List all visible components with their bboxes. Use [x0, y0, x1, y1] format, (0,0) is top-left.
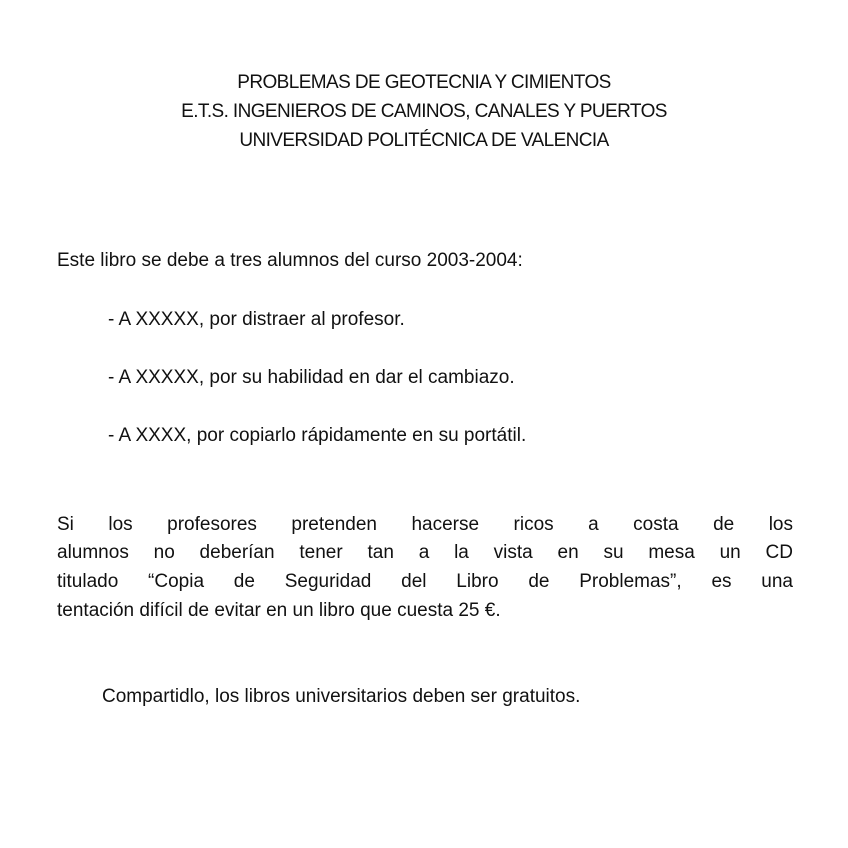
paragraph-line: titulado “Copia de Seguridad del Libro de Problemas”, es una — [57, 571, 793, 592]
header-university: UNIVERSIDAD POLITÉCNICA DE VALENCIA — [239, 130, 609, 151]
closing-statement: Compartidlo, los libros universitarios deben ser gratuitos. — [102, 686, 581, 707]
paragraph-line: tentación difícil de evitar en un libro que cuesta 25 €. — [57, 600, 501, 621]
dedication-item: - A XXXX, por copiarlo rápidamente en su portátil. — [108, 425, 527, 446]
paragraph-line: Si los profesores pretenden hacerse ricos a costa de los — [57, 514, 793, 535]
dedication-item: - A XXXXX, por distraer al profesor. — [108, 309, 405, 330]
dedication-intro: Este libro se debe a tres alumnos del curso 2003-2004: — [57, 250, 523, 271]
header-school: E.T.S. INGENIEROS DE CAMINOS, CANALES Y PUERTOS — [181, 101, 667, 122]
dedication-item: - A XXXXX, por su habilidad en dar el cambiazo. — [108, 367, 515, 388]
paragraph-line: alumnos no deberían tener tan a la vista en su mesa un CD — [57, 542, 793, 563]
header-title: PROBLEMAS DE GEOTECNIA Y CIMIENTOS — [237, 72, 611, 93]
